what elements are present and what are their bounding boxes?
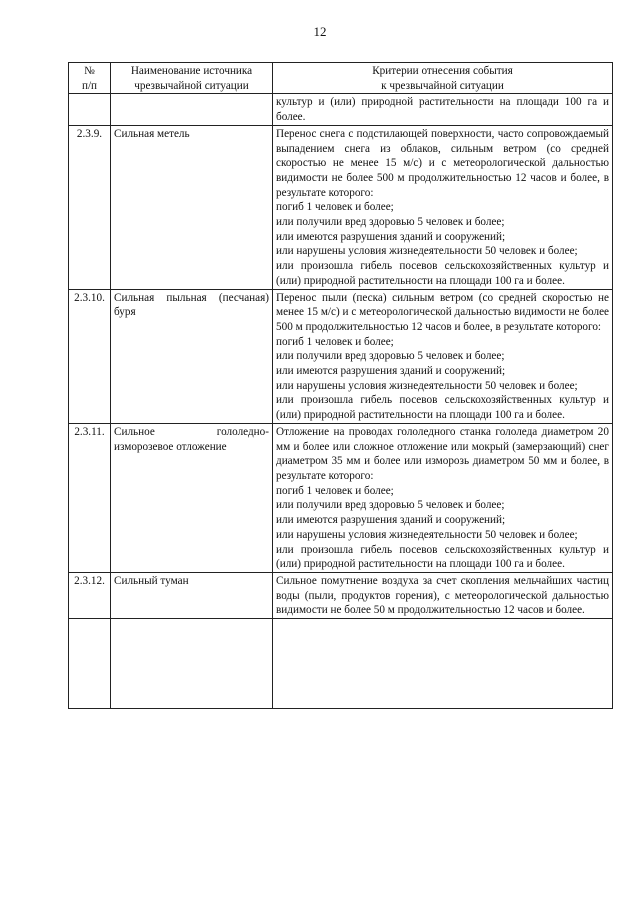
cell-name: Сильная пыльная (песчаная) буря xyxy=(111,289,273,423)
criteria-text: или получили вред здоровью 5 человек и более; xyxy=(276,216,505,229)
criteria-text: или нарушены условия жизнедеятельности 50 человек и более; xyxy=(276,245,578,258)
header-number: № п/п xyxy=(69,63,111,94)
criteria-text: Перенос снега с подстилающей поверхности, часто сопровождаемый выпадением снега из облаков, сильным ветром (со средней скоростью не менее 15 м/с) и с метеорологической дальностью видимости не более 500 м продолжительностью 12 часов и более, в результате которого: xyxy=(276,127,609,199)
criteria-text: или произошла гибель посевов сельскохозяйственных культур и (или) природной растительности на площади 100 га и более. xyxy=(276,260,609,287)
table-header-row xyxy=(69,63,613,94)
criteria-text: или произошла гибель посевов сельскохозяйственных культур и (или) природной растительности на площади 100 га и более. xyxy=(276,543,609,571)
cell-number: 2.3.11. xyxy=(69,423,111,572)
cell-name xyxy=(111,619,273,709)
cell-number: 2.3.10. xyxy=(69,289,111,423)
table-row xyxy=(69,125,613,289)
cell-name: Сильное гололедно-изморозевое отложение xyxy=(111,423,273,572)
cell-number: 2.3.12. xyxy=(69,572,111,618)
criteria-text: Сильное помутнение воздуха за счет скопления мельчайших частиц воды (пыли, продуктов горения), с метеорологической дальностью видимости не более 50 м продолжительностью 12 часов и более. xyxy=(276,574,609,617)
cell-number xyxy=(69,94,111,125)
table-row-empty xyxy=(69,619,613,709)
criteria-text: или произошла гибель посевов сельскохозяйственных культур и (или) природной растительности на площади 100 га и более. xyxy=(276,394,609,422)
criteria-text: или получили вред здоровью 5 человек и более; xyxy=(276,350,505,363)
cell-name: Сильный туман xyxy=(111,572,273,618)
table-row xyxy=(69,289,613,423)
cell-name xyxy=(111,94,273,125)
cell-criteria xyxy=(273,423,613,572)
table-row xyxy=(69,423,613,572)
criteria-text: культур и (или) природной растительности на площади 100 га и более. xyxy=(276,96,609,124)
header-criteria: Критерии отнесения события к чрезвычайной ситуации xyxy=(273,63,613,94)
criteria-text: или имеются разрушения зданий и сооружений; xyxy=(276,230,506,243)
criteria-text: или нарушены условия жизнедеятельности 50 человек и более; xyxy=(276,379,578,392)
table-row-continuation xyxy=(69,94,613,125)
criteria-text: или имеются разрушения зданий и сооружений; xyxy=(276,365,506,378)
criteria-text: или нарушены условия жизнедеятельности 50 человек и более; xyxy=(276,528,578,541)
criteria-text: или получили вред здоровью 5 человек и более; xyxy=(276,499,505,512)
criteria-text: погиб 1 человек и более; xyxy=(276,335,394,348)
criteria-text: погиб 1 человек и более; xyxy=(276,484,394,497)
criteria-text: погиб 1 человек и более; xyxy=(276,201,394,214)
header-source-name: Наименование источника чрезвычайной ситуации xyxy=(111,63,273,94)
cell-name: Сильная метель xyxy=(111,125,273,289)
page-number: 12 xyxy=(313,24,327,39)
cell-criteria xyxy=(273,619,613,709)
criteria-text: Отложение на проводах гололедного станка гололеда диаметром 20 мм и более или сложное отложение или мокрый (замерзающий) снег диаметром 35 мм и более или изморозь диаметром 50 мм и более, в результате которого: xyxy=(276,425,609,482)
criteria-text: или имеются разрушения зданий и сооружений; xyxy=(276,514,506,527)
table-row xyxy=(69,572,613,618)
cell-criteria xyxy=(273,289,613,423)
cell-criteria xyxy=(273,572,613,618)
cell-number xyxy=(69,619,111,709)
cell-criteria xyxy=(273,125,613,289)
criteria-table xyxy=(68,62,613,709)
cell-number: 2.3.9. xyxy=(69,125,111,289)
criteria-text: Перенос пыли (песка) сильным ветром (со средней скоростью не менее 15 м/с) и с метеорологической дальностью видимости не более 500 м продолжительностью 12 часов и более, в результате которого: xyxy=(276,291,609,333)
cell-criteria xyxy=(273,94,613,125)
